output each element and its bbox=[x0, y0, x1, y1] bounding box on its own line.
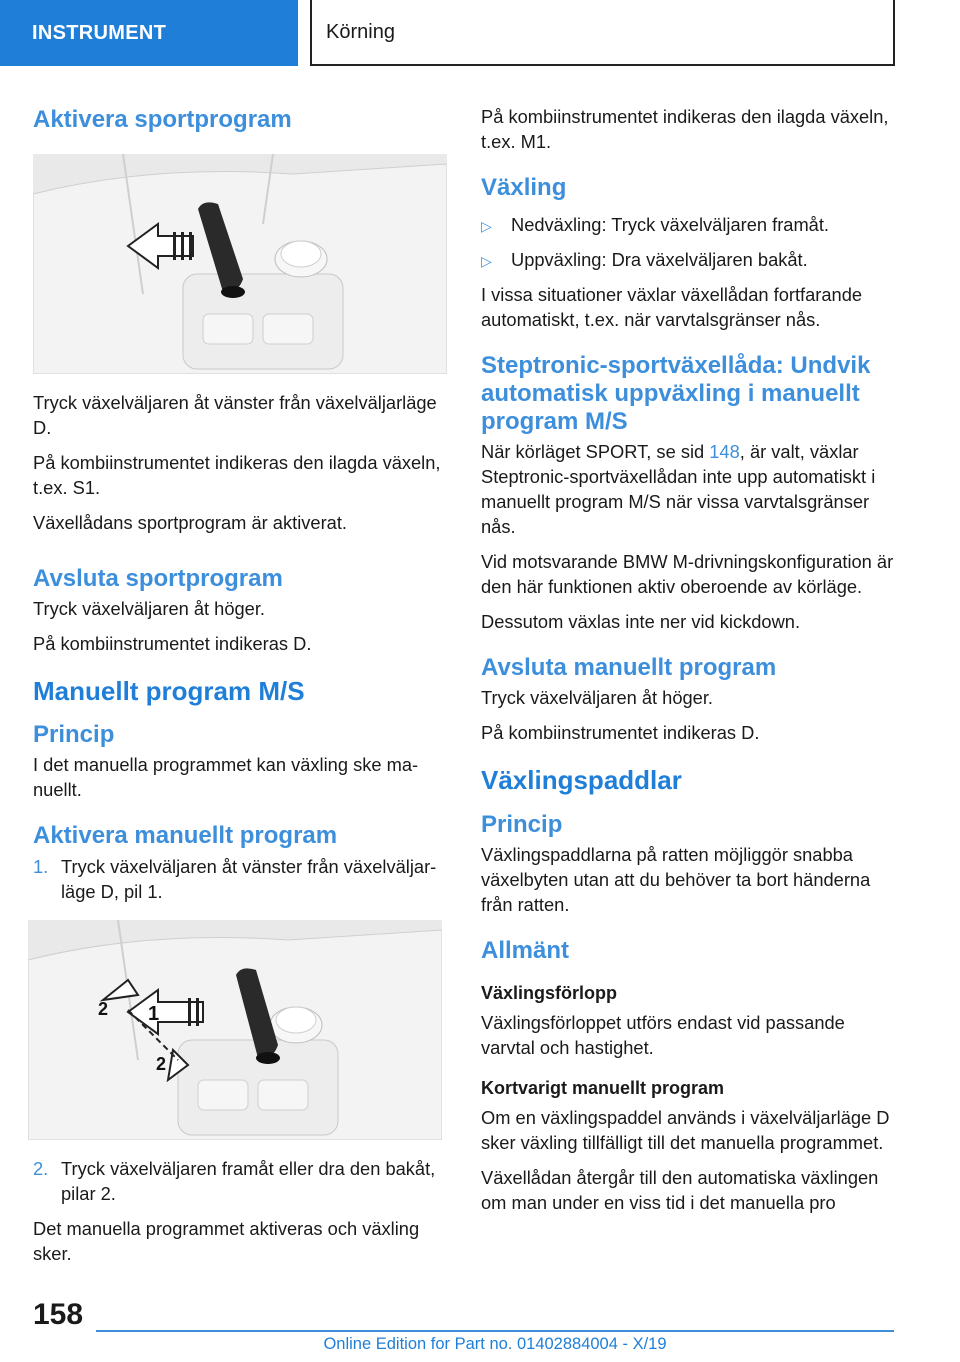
paragraph-manual-active: Det manuella programmet aktiveras och växling sker. bbox=[33, 1217, 420, 1264]
paragraph-sport-2: På kombiinstrumentet indikeras den ilagda växeln, t.ex. S1. bbox=[33, 452, 441, 499]
section-title-label: Körning bbox=[326, 20, 395, 43]
bullet-triangle-icon: ▷ bbox=[481, 218, 492, 235]
bullet-upshift-text: Uppväxling: Dra växelväljaren bakåt. bbox=[511, 249, 808, 271]
bullet-downshift bbox=[481, 212, 896, 239]
footer-edition: Online Edition for Part no. 01402884004 - X/19 bbox=[323, 1335, 667, 1353]
heading-short-manual: Kortvarigt manuellt program bbox=[481, 1077, 725, 1098]
paragraph-sport-3: Växellådans sportprogram är aktiverat. bbox=[33, 512, 347, 534]
paragraph-auto-continue: I vissa situationer växlar växellådan fortfarande automatiskt, t.ex. när varvtalsgränser nås. bbox=[481, 284, 863, 331]
bullet-upshift bbox=[481, 247, 896, 274]
step-2-text: Tryck växelväljaren framåt eller dra den bakåt, pilar 2. bbox=[61, 1157, 436, 1204]
right-column bbox=[481, 104, 896, 1225]
heading-shifting: Växling bbox=[481, 174, 567, 201]
figure-label-2-bottom: 2 bbox=[156, 1053, 167, 1074]
page-link-148[interactable]: 148 bbox=[709, 441, 740, 463]
chapter-tab bbox=[0, 0, 298, 66]
paragraph-kickdown: Dessutom växlas inte ner vid kickdown. bbox=[481, 611, 801, 633]
paragraph-steptronic-part-b: , är valt, växlar Steptronic-sportväxellådan inte upp automatiskt i manuellt program M/S när vissa varvtalsgränser nås. bbox=[481, 441, 876, 538]
paragraph-steptronic bbox=[481, 439, 896, 539]
heading-paddles: Växlingspaddlar bbox=[481, 765, 682, 796]
step-1-number: 1. bbox=[33, 855, 49, 877]
chapter-tab-label: INSTRUMENT bbox=[32, 21, 167, 44]
page-number: 158 bbox=[33, 1298, 84, 1331]
paragraph-short-manual-1: Om en växlingspaddel används i växelväljarläge D sker växling tillfälligt till det manuella programmet. bbox=[481, 1106, 890, 1153]
figure-selector-arrows-1-2 bbox=[28, 920, 442, 1140]
step-1 bbox=[33, 854, 447, 904]
heading-end-manual: Avsluta manuellt program bbox=[481, 654, 777, 682]
heading-activate-manual: Aktivera manuellt program bbox=[33, 822, 338, 850]
step-2-number: 2. bbox=[33, 1157, 49, 1179]
footer-divider bbox=[96, 1330, 894, 1332]
heading-manual-program: Manuellt program M/S bbox=[33, 676, 305, 707]
paragraph-end-manual-1: Tryck växelväljaren åt höger. bbox=[481, 687, 714, 709]
paragraph-end-manual-2: På kombiinstrumentet indikeras D. bbox=[481, 722, 760, 744]
paragraph-shift-procedure: Växlingsförloppet utförs endast vid passande varvtal och hastighet. bbox=[481, 1011, 845, 1058]
paragraph-end-sport-2: På kombiinstrumentet indikeras D. bbox=[33, 633, 312, 655]
paragraph-bmw-m: Vid motsvarande BMW M-drivningskonfiguration är den här funktionen aktiv oberoende av körläge. bbox=[481, 551, 894, 598]
figure-selector-left-arrow bbox=[33, 154, 447, 374]
paragraph-sport-1: Tryck växelväljaren åt vänster från växelväljarläge D. bbox=[33, 392, 437, 439]
paragraph-paddles: Växlingspaddlarna på ratten möjliggör snabba växelbyten utan att du behöver ta bort händerna från ratten. bbox=[481, 843, 871, 915]
heading-end-sport: Avsluta sportprogram bbox=[33, 565, 283, 593]
paragraph-steptronic-part-a: När körläget SPORT, se sid bbox=[481, 441, 710, 463]
gear-selector-illustration bbox=[33, 154, 447, 374]
heading-principle: Princip bbox=[33, 721, 115, 749]
heading-shift-procedure: Växlingsförlopp bbox=[481, 982, 618, 1003]
bullet-downshift-text: Nedväxling: Tryck växelväljaren framåt. bbox=[511, 214, 830, 236]
paragraph-short-manual-2: Växellådan återgår till den automatiska växlingen om man under en viss tid i det manuella pro bbox=[481, 1166, 879, 1213]
left-column bbox=[33, 96, 447, 1276]
paragraph-principle: I det manuella programmet kan växling ske manuellt. bbox=[33, 754, 419, 801]
heading-principle-2: Princip bbox=[481, 810, 563, 838]
figure-label-2-top: 2 bbox=[98, 998, 109, 1019]
step-2 bbox=[33, 1156, 447, 1206]
heading-steptronic: Steptronic-sportväxellåda: Undvik automatisk uppväxling i manuellt program M/S bbox=[481, 352, 871, 436]
figure-label-1: 1 bbox=[148, 1002, 160, 1025]
paragraph-gear-shown: På kombiinstrumentet indikeras den ilagda växeln, t.ex. M1. bbox=[481, 106, 889, 152]
step-1-text: Tryck växelväljaren åt vänster från växelväljarläge D, pil 1. bbox=[61, 855, 437, 902]
gear-selector-arrows-illustration bbox=[28, 920, 442, 1140]
section-title bbox=[310, 0, 895, 66]
paragraph-end-sport-1: Tryck växelväljaren åt höger. bbox=[33, 598, 266, 620]
bullet-triangle-icon: ▷ bbox=[481, 253, 492, 270]
heading-activate-sport: Aktivera sportprogram bbox=[33, 106, 292, 133]
heading-general: Allmänt bbox=[481, 936, 570, 964]
